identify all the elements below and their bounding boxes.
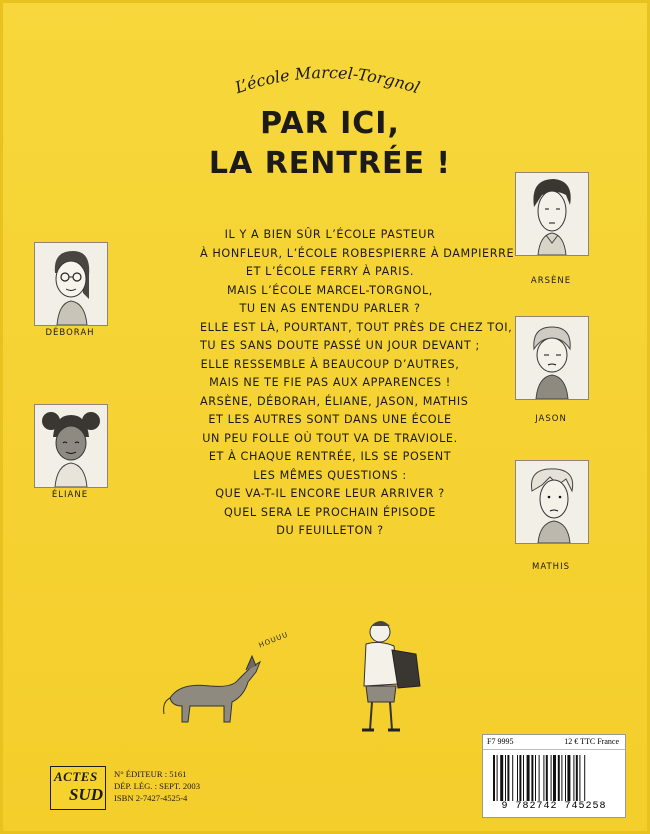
blurb-line: LES MÊMES QUESTIONS : bbox=[253, 468, 407, 482]
barcode-bar bbox=[519, 755, 521, 801]
title-line-1: PAR ICI, bbox=[260, 106, 400, 141]
barcode-bar bbox=[517, 755, 518, 801]
name-arsene: ARSÈNE bbox=[530, 276, 572, 286]
name-mathis: MATHIS bbox=[532, 562, 570, 572]
barcode-bar bbox=[561, 755, 562, 801]
mathis-illustration bbox=[516, 461, 588, 543]
blurb-line: QUE VA-T-IL ENCORE LEUR ARRIVER ? bbox=[215, 487, 445, 500]
portrait-mathis bbox=[515, 460, 589, 544]
portrait-jason bbox=[515, 316, 589, 400]
barcode-bar bbox=[512, 755, 513, 801]
barcode-bar bbox=[497, 755, 498, 801]
title-line-2: LA RENTRÉE ! bbox=[208, 146, 452, 181]
name-jason: JASON bbox=[535, 414, 567, 424]
portrait-deborah bbox=[34, 242, 108, 326]
blurb-line: ET LES AUTRES SONT DANS UNE ÉCOLE bbox=[208, 413, 452, 426]
editor-number: N° ÉDITEUR : 5161 bbox=[114, 769, 187, 779]
blurb-line: ET L’ÉCOLE FERRY À PARIS. bbox=[245, 265, 415, 278]
deborah-illustration bbox=[35, 243, 107, 325]
blurb-line: TU EN AS ENTENDU PARLER ? bbox=[239, 302, 421, 315]
blurb-line: UN PEU FOLLE OÙ TOUT VA DE TRAVIOLE. bbox=[202, 431, 458, 445]
barcode-bar bbox=[558, 755, 560, 801]
barcode-bar bbox=[505, 755, 506, 801]
dog-howl-text: HOUUU bbox=[257, 630, 290, 650]
barcode-bar bbox=[507, 755, 509, 801]
barcode-bar bbox=[500, 755, 503, 801]
barcode-bar bbox=[551, 755, 552, 801]
price-row bbox=[483, 735, 625, 750]
name-deborah: DÉBORAH bbox=[45, 328, 95, 338]
barcode-bar bbox=[493, 755, 495, 801]
blurb-line: IL Y A BIEN SÛR L’ÉCOLE PASTEUR bbox=[224, 228, 436, 241]
blurb-line: MAIS L’ÉCOLE MARCEL-TORGNOL, bbox=[227, 283, 433, 297]
blurb-line: À HONFLEUR, L’ÉCOLE ROBESPIERRE À DAMPIERRE bbox=[200, 246, 515, 260]
blurb-line: TU ES SANS DOUTE PASSÉ UN JOUR DEVANT ; bbox=[200, 339, 480, 352]
portrait-eliane bbox=[34, 404, 108, 488]
barcode-bar bbox=[539, 755, 540, 801]
series-title bbox=[0, 46, 650, 106]
arsene-illustration bbox=[516, 173, 588, 255]
barcode-number: 9 782742 745258 bbox=[501, 801, 607, 812]
blurb-line: MAIS NE TE FIE PAS AUX APPARENCES ! bbox=[209, 376, 451, 389]
jason-illustration bbox=[516, 317, 588, 399]
barcode-bar bbox=[565, 755, 566, 801]
barcode-bar bbox=[527, 755, 530, 801]
barcode-bar bbox=[584, 755, 585, 801]
book-title bbox=[200, 104, 460, 184]
blurb-line: QUEL SERA LE PROCHAIN ÉPISODE bbox=[224, 505, 436, 519]
barcode-bar bbox=[576, 755, 578, 801]
scene-drawing bbox=[140, 610, 460, 740]
dog-and-boy-illustration bbox=[140, 610, 460, 740]
publication-info bbox=[114, 768, 200, 804]
barcode-bar bbox=[543, 755, 544, 801]
barcode-bar bbox=[523, 755, 524, 801]
publisher-logo bbox=[50, 766, 106, 810]
product-ref: F7 9995 bbox=[487, 737, 514, 746]
barcode-bar bbox=[579, 755, 580, 801]
blurb-text bbox=[200, 226, 515, 541]
barcode-bar bbox=[535, 755, 536, 801]
eliane-illustration bbox=[35, 405, 107, 487]
blurb-line: ELLE EST LÀ, POURTANT, TOUT PRÈS DE CHEZ TOI, bbox=[200, 320, 513, 334]
series-title-text: L’école Marcel-Torgnol bbox=[232, 62, 423, 98]
blurb-line: ET À CHAQUE RENTRÉE, ILS SE POSENT bbox=[208, 450, 452, 463]
portrait-arsene bbox=[515, 172, 589, 256]
isbn: ISBN 2-7427-4525-4 bbox=[114, 793, 188, 803]
price-barcode-box bbox=[482, 734, 626, 818]
barcode-bar bbox=[546, 755, 548, 801]
barcode-bar bbox=[553, 755, 556, 801]
barcode-icon bbox=[491, 755, 617, 801]
blurb-line: ARSÈNE, DÉBORAH, ÉLIANE, JASON, MATHIS bbox=[200, 394, 469, 408]
blurb-line: ELLE RESSEMBLE À BEAUCOUP D’AUTRES, bbox=[200, 357, 460, 371]
name-eliane: ÉLIANE bbox=[51, 490, 89, 500]
barcode-bar bbox=[573, 755, 574, 801]
publisher-logo-line2: SUD bbox=[69, 785, 104, 804]
price-label: 12 € TTC France bbox=[564, 737, 619, 746]
barcode-bar bbox=[567, 755, 570, 801]
barcode-bar bbox=[531, 755, 533, 801]
publisher-logo-line1: ACTES bbox=[54, 769, 98, 784]
blurb-line: DU FEUILLETON ? bbox=[276, 524, 384, 537]
legal-deposit: DÉP. LÉG. : SEPT. 2003 bbox=[114, 781, 201, 791]
